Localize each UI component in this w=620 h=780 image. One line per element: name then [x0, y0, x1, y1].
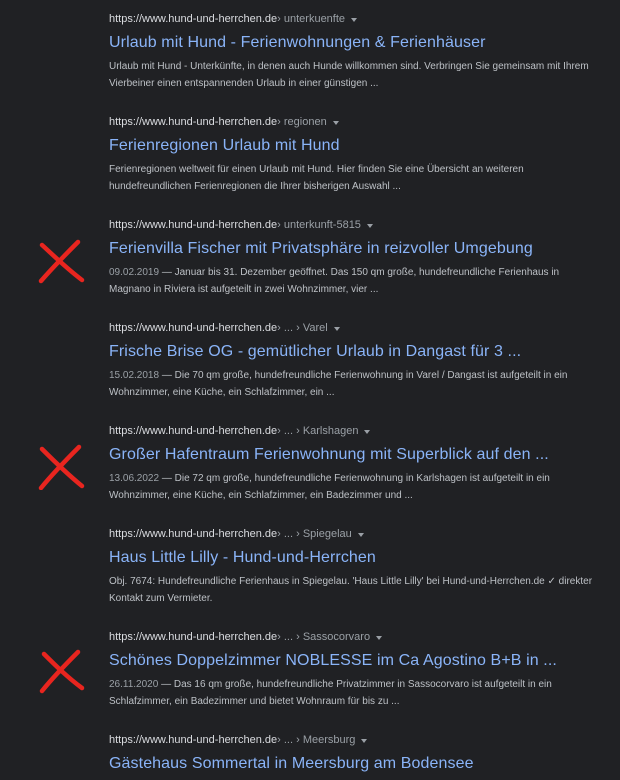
result-snippet — [109, 470, 599, 504]
result-url[interactable] — [109, 733, 599, 747]
result-snippet — [109, 264, 599, 298]
url-host: https://www.hund-und-herrchen.de — [109, 631, 278, 643]
chevron-down-icon[interactable] — [334, 327, 340, 331]
result-snippet-text: Obj. 7674: Hundefreundliche Ferienhaus in Spiegelau. 'Haus Little Lilly' bei Hund-und-Herrchen.de ✓ direkter Kontakt zum Vermieter. — [109, 576, 593, 604]
chevron-down-icon[interactable] — [358, 533, 364, 537]
search-result — [109, 218, 599, 298]
result-title-link[interactable]: Schönes Doppelzimmer NOBLESSE im Ca Agostino B+B in ... — [109, 652, 557, 669]
url-path: › ... › Varel — [277, 322, 328, 334]
search-result — [109, 321, 599, 401]
result-title-link[interactable]: Urlaub mit Hund - Ferienwohnungen & Ferienhäuser — [109, 34, 486, 51]
search-result — [109, 630, 599, 710]
url-path: › ... › Meersburg — [277, 734, 356, 746]
search-result — [109, 527, 599, 607]
result-date: 09.02.2019 — [109, 267, 160, 278]
red-x-mark-icon — [36, 648, 86, 694]
result-title-link[interactable]: Ferienregionen Urlaub mit Hund — [109, 137, 340, 154]
chevron-down-icon[interactable] — [367, 224, 373, 228]
search-result — [109, 733, 599, 774]
result-url[interactable] — [109, 321, 599, 335]
result-snippet-text: Ferienregionen weltweit für einen Urlaub mit Hund. Hier finden Sie eine Übersicht an weiteren hundefreundlichen Ferienregionen die Ihrer bisherigen Auswahl ... — [109, 164, 524, 192]
result-url[interactable] — [109, 218, 599, 232]
chevron-down-icon[interactable] — [351, 18, 357, 22]
result-url[interactable] — [109, 527, 599, 541]
url-path: › unterkuenfte — [277, 13, 346, 25]
result-title-link[interactable]: Großer Hafentraum Ferienwohnung mit Superblick auf den ... — [109, 446, 549, 463]
result-url[interactable] — [109, 630, 599, 644]
chevron-down-icon[interactable] — [333, 121, 339, 125]
result-date: 13.06.2022 — [109, 473, 160, 484]
url-host: https://www.hund-und-herrchen.de — [109, 734, 278, 746]
result-url[interactable] — [109, 12, 599, 26]
url-host: https://www.hund-und-herrchen.de — [109, 13, 278, 25]
url-path: › unterkunft-5815 — [277, 219, 361, 231]
result-snippet — [109, 676, 599, 710]
result-url[interactable] — [109, 115, 599, 129]
url-host: https://www.hund-und-herrchen.de — [109, 219, 278, 231]
search-result — [109, 115, 599, 195]
red-x-mark-icon — [36, 444, 86, 490]
chevron-down-icon[interactable] — [361, 739, 367, 743]
search-result — [109, 424, 599, 504]
result-snippet-text: Urlaub mit Hund - Unterkünfte, in denen auch Hunde willkommen sind. Verbringen Sie gemeinsam mit Ihrem Vierbeiner einen entspannenden Urlaub in einer günstigen ... — [109, 61, 589, 89]
result-snippet-text: — Januar bis 31. Dezember geöffnet. Das 150 qm große, hundefreundliche Ferienhaus in Magnano in Riviera ist aufgeteilt in zwei Wohnzimmer, vier ... — [109, 267, 560, 295]
search-result — [109, 12, 599, 92]
result-snippet — [109, 367, 599, 401]
url-path: › ... › Sassocorvaro — [277, 631, 371, 643]
result-title-link[interactable]: Gästehaus Sommertal in Meersburg am Bodensee — [109, 755, 474, 772]
result-title-link[interactable]: Ferienvilla Fischer mit Privatsphäre in reizvoller Umgebung — [109, 240, 533, 257]
result-snippet-text: — Das 16 qm große, hundefreundliche Privatzimmer in Sassocorvaro ist aufgeteilt in ein Schlafzimmer, ein Badezimmer und bietet Wohnraum für bis zu ... — [109, 679, 552, 707]
url-host: https://www.hund-und-herrchen.de — [109, 425, 278, 437]
result-snippet-text: — Die 70 qm große, hundefreundliche Ferienwohnung in Varel / Dangast ist aufgeteilt in ein Wohnzimmer, eine Küche, ein Schlafzimmer, ein ... — [109, 370, 568, 398]
url-path: › ... › Karlshagen — [277, 425, 359, 437]
url-path: › ... › Spiegelau — [277, 528, 352, 540]
url-host: https://www.hund-und-herrchen.de — [109, 322, 278, 334]
url-host: https://www.hund-und-herrchen.de — [109, 528, 278, 540]
result-snippet — [109, 58, 599, 92]
result-snippet — [109, 161, 599, 195]
result-title-link[interactable]: Haus Little Lilly - Hund-und-Herrchen — [109, 549, 376, 566]
chevron-down-icon[interactable] — [376, 636, 382, 640]
result-title-link[interactable]: Frische Brise OG - gemütlicher Urlaub in Dangast für 3 ... — [109, 343, 522, 360]
result-url[interactable] — [109, 424, 599, 438]
red-x-mark-icon — [36, 238, 86, 284]
url-host: https://www.hund-und-herrchen.de — [109, 116, 278, 128]
result-snippet — [109, 573, 599, 607]
result-date: 15.02.2018 — [109, 370, 160, 381]
result-date: 26.11.2020 — [109, 679, 159, 690]
chevron-down-icon[interactable] — [364, 430, 370, 434]
url-path: › regionen — [277, 116, 327, 128]
result-snippet-text: — Die 72 qm große, hundefreundliche Ferienwohnung in Karlshagen ist aufgeteilt in ein Wohnzimmer, eine Küche, ein Schlafzimmer, ein Badezimmer und ... — [109, 473, 550, 501]
